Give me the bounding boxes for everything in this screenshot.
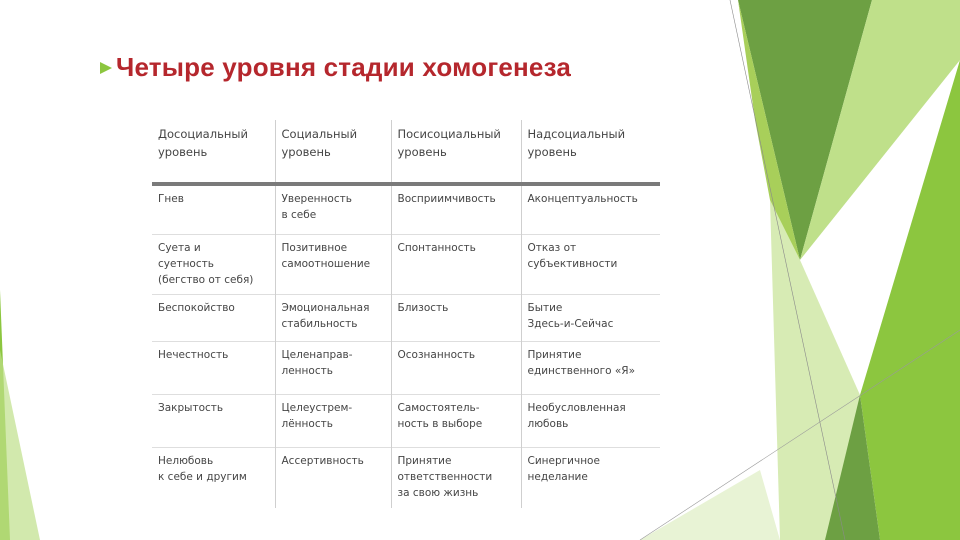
table-cell: Близость xyxy=(391,295,521,342)
table-cell: Аконцептуальность xyxy=(521,184,660,235)
table-cell: Закрытость xyxy=(152,395,275,448)
header-suprasocial: Надсоциальный уровень xyxy=(521,120,660,184)
table-cell: Позитивное самоотношение xyxy=(275,235,391,295)
header-presocial: Досоциальный уровень xyxy=(152,120,275,184)
header-social: Социальный уровень xyxy=(275,120,391,184)
table-row xyxy=(152,295,660,342)
table-row xyxy=(152,448,660,508)
table-row xyxy=(152,342,660,395)
table-cell: Суета и суетность (бегство от себя) xyxy=(152,235,275,295)
table-cell: Спонтанность xyxy=(391,235,521,295)
table-cell: Беспокойство xyxy=(152,295,275,342)
table-cell: Эмоциональная стабильность xyxy=(275,295,391,342)
table-cell: Гнев xyxy=(152,184,275,235)
table-cell: Самостоятель- ность в выборе xyxy=(391,395,521,448)
table-row xyxy=(152,235,660,295)
table-cell: Принятие ответственности за свою жизнь xyxy=(391,448,521,508)
table-cell: Ассертивность xyxy=(275,448,391,508)
table-header-row xyxy=(152,120,660,184)
table-cell: Принятие единственного «Я» xyxy=(521,342,660,395)
table-cell: Целеустрем- лённость xyxy=(275,395,391,448)
decor-shape-pale-bottom xyxy=(640,470,780,540)
table-cell: Нечестность xyxy=(152,342,275,395)
table-cell: Нелюбовь к себе и другим xyxy=(152,448,275,508)
decor-shape-left-light xyxy=(0,350,40,540)
table-row xyxy=(152,184,660,235)
table-cell: Отказ от субъективности xyxy=(521,235,660,295)
table-cell: Синергичное неделание xyxy=(521,448,660,508)
decor-arrow-bullet xyxy=(100,62,112,74)
table-cell: Уверенность в себе xyxy=(275,184,391,235)
table-cell: Целенаправ- ленность xyxy=(275,342,391,395)
header-postsocial: Посисоциальный уровень xyxy=(391,120,521,184)
table-row xyxy=(152,395,660,448)
table-cell: Бытие Здесь-и-Сейчас xyxy=(521,295,660,342)
table-cell: Восприимчивость xyxy=(391,184,521,235)
slide-title: Четыре уровня стадии хомогенеза xyxy=(116,52,572,82)
table-cell: Осознанность xyxy=(391,342,521,395)
levels-table xyxy=(152,120,660,508)
table-cell: Необусловленная любовь xyxy=(521,395,660,448)
